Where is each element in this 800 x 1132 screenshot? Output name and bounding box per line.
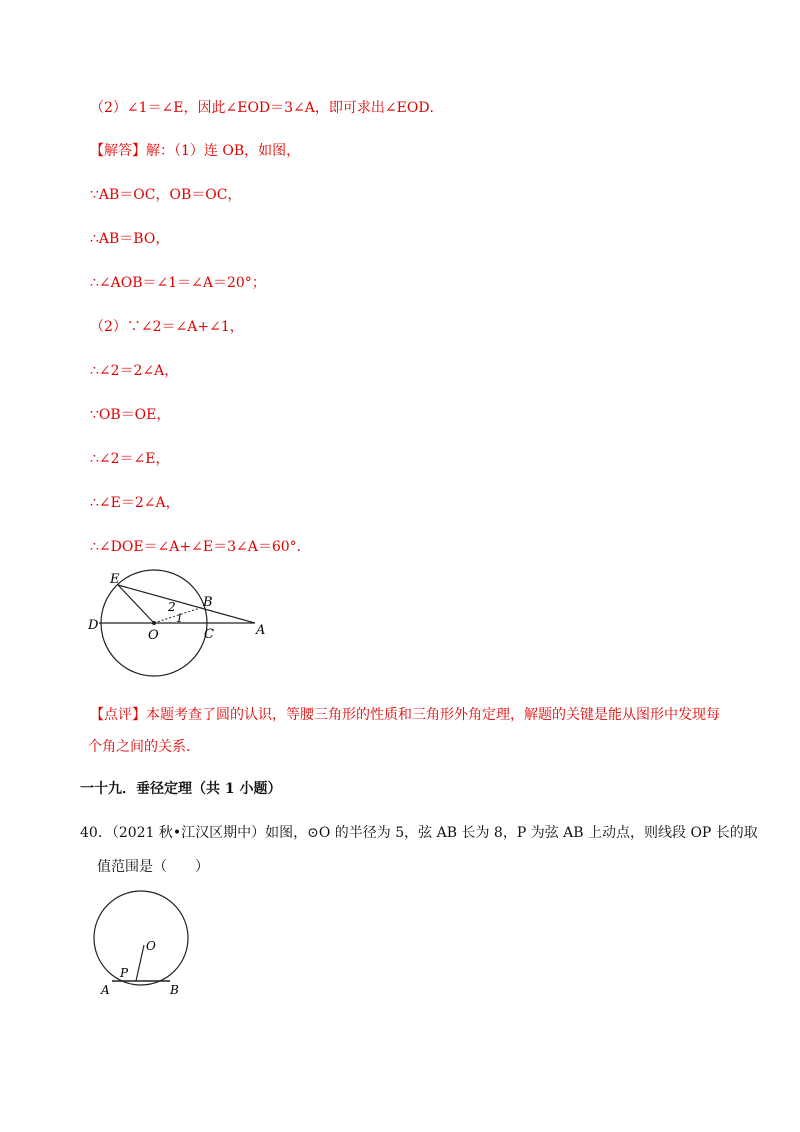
section-title: 一十九．垂径定理（共 1 小题） <box>80 781 282 797</box>
label-A: A <box>256 623 266 638</box>
solution-step: ∴∠E＝2∠A， <box>90 495 180 511</box>
solution-step: ∴∠DOE＝∠A+∠E＝3∠A＝60°． <box>90 539 311 555</box>
solution-step: ∴∠2＝∠E， <box>90 451 170 467</box>
comment-tag: 【点评】 <box>90 707 146 723</box>
analysis-line-2: （2）∠1＝∠E，因此∠EOD＝3∠A，即可求出∠EOD． <box>90 100 444 116</box>
label-C: C <box>204 627 214 642</box>
solution-tag: 【解答】 <box>90 143 146 159</box>
label-A: A <box>101 983 110 997</box>
label-B: B <box>203 595 213 610</box>
figure-circle-chord <box>92 890 202 1000</box>
label-O: O <box>146 939 156 953</box>
solution-step: ∵AB＝OC，OB＝OC， <box>90 187 242 203</box>
solution-step: ∴∠AOB＝∠1＝∠A＝20°； <box>90 275 266 291</box>
label-P: P <box>120 966 129 980</box>
solution-step: ∴∠2＝2∠A， <box>90 363 179 379</box>
comment-text: 本题考查了圆的认识，等腰三角形的性质和三角形外角定理，解题的关键是能从图形中发现每 <box>146 707 720 723</box>
solution-step: （2）∵∠2＝∠A+∠1， <box>90 319 244 335</box>
solution-step: ∴AB＝BO， <box>90 231 170 247</box>
solution-intro <box>90 141 300 161</box>
label-D: D <box>88 618 99 633</box>
label-angle-1: 1 <box>176 612 183 625</box>
solution-step: ∵OB＝OE， <box>90 407 171 423</box>
question-line-2: 值范围是（ ） <box>97 859 209 875</box>
comment-line-1 <box>90 705 720 725</box>
label-O: O <box>148 628 159 643</box>
solution-intro-text: 解：（1）连 OB，如图， <box>146 143 301 159</box>
question-line-1: 40．（2021 秋•江汉区期中）如图，⊙O 的半径为 5，弦 AB 长为 8，P 为弦 AB 上动点，则线段 OP 长的取 <box>80 825 758 841</box>
label-angle-2: 2 <box>168 600 176 614</box>
figure-circle-triangle <box>85 568 275 683</box>
label-B: B <box>170 983 179 997</box>
label-E: E <box>110 572 120 587</box>
comment-line-2: 个角之间的关系． <box>88 739 200 755</box>
